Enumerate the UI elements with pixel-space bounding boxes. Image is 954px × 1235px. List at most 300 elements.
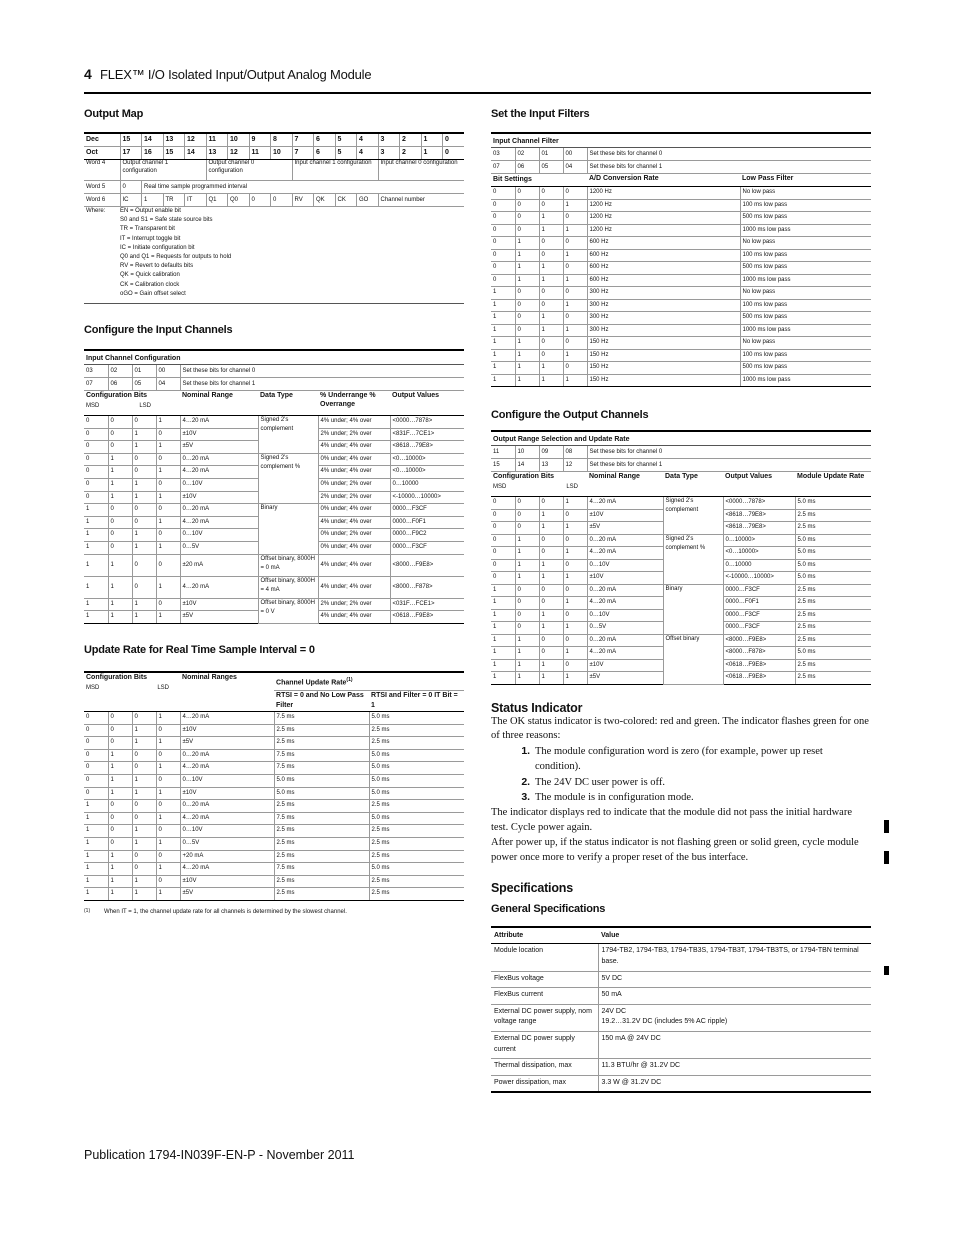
table-cell: 150 Hz xyxy=(587,349,740,362)
table-cell: 1 xyxy=(515,659,539,672)
table-cell: 0 xyxy=(539,237,563,250)
table-cell: 1 xyxy=(156,611,180,624)
bit-number: 02 xyxy=(515,148,539,161)
table-cell: 1 xyxy=(539,659,563,672)
table-cell: 5.0 ms xyxy=(795,547,871,560)
table-cell: 0 xyxy=(84,453,108,466)
table-cell: 1 xyxy=(491,362,515,375)
table-cell: 1 xyxy=(515,559,539,572)
table-cell: 0 xyxy=(563,312,587,325)
bit-number: 05 xyxy=(539,161,563,174)
bit-cell: 1 xyxy=(421,147,443,160)
bit-note: Set these bits for channel 0 xyxy=(587,446,871,459)
footnote-text: When IT = 1, the channel update rate for all channels is determined by the slowest channel. xyxy=(104,908,347,915)
table-cell: 0 xyxy=(132,516,156,529)
table-cell: 1 xyxy=(132,888,156,901)
table-cell: 2.5 ms xyxy=(274,825,369,838)
table-cell: +20 mA xyxy=(180,850,274,863)
table-cell: 5.0 ms xyxy=(369,775,464,788)
table-cell: <0000…7878> xyxy=(390,416,464,429)
table-cell: 0 xyxy=(132,712,156,725)
data-type-cell: Offset binary, 8000H = 0 mA xyxy=(258,554,318,576)
table-cell: 1 xyxy=(563,547,587,560)
table-cell: 1 xyxy=(132,787,156,800)
table-cell: 0 xyxy=(515,224,539,237)
table-cell: 0 xyxy=(108,800,132,813)
table-cell: 1 xyxy=(539,609,563,622)
table-cell: 1200 Hz xyxy=(587,212,740,225)
footnote-ref: (1) xyxy=(346,676,353,683)
table-cell: 1 xyxy=(491,324,515,337)
table-cell: 0 xyxy=(491,559,515,572)
output-map-dec-row xyxy=(84,133,464,147)
table-cell: 5.0 ms xyxy=(795,534,871,547)
table-cell: 1 xyxy=(539,212,563,225)
table-cell: 600 Hz xyxy=(587,274,740,287)
change-bar xyxy=(884,820,889,833)
table-cell: 2.5 ms xyxy=(795,597,871,610)
table-cell: No low pass xyxy=(740,337,871,350)
col-header: Output Values xyxy=(390,391,464,416)
bit-cell: 13 xyxy=(163,133,185,147)
table-row xyxy=(491,262,871,275)
table-cell: 1 xyxy=(108,762,132,775)
table-cell: 4% under; 4% over xyxy=(318,611,390,624)
bit-cell: 12 xyxy=(185,133,207,147)
bit-cell: 7 xyxy=(292,147,314,160)
bit-note: Set these bits for channel 0 xyxy=(180,365,464,378)
table-cell: 1 xyxy=(108,453,132,466)
data-type-cell: Offset binary xyxy=(663,634,723,684)
table-cell: 5.0 ms xyxy=(795,572,871,585)
table-cell: 1 xyxy=(563,497,587,510)
table-cell: 1 xyxy=(156,491,180,504)
right-column xyxy=(491,108,871,1093)
change-bar xyxy=(884,851,889,864)
word4-cell: Output channel 1 configuration xyxy=(120,160,206,181)
table-cell: 1 xyxy=(84,504,108,517)
table-cell: 2.5 ms xyxy=(795,634,871,647)
update-rate-footnote xyxy=(84,907,464,921)
table-cell: ±10V xyxy=(180,598,258,611)
table-cell: 0 xyxy=(539,249,563,262)
table-cell: 0 xyxy=(108,529,132,542)
table-cell: 1 xyxy=(491,299,515,312)
bit-cell: 6 xyxy=(314,133,336,147)
table-cell: 0…20 mA xyxy=(180,453,258,466)
spec-value: 1794-TB2, 1794-TB3, 1794-TB3S, 1794-TB3T, 1794-TB3TS, or 1794-TBN terminal base. xyxy=(598,944,871,971)
table-cell: 0 xyxy=(539,497,563,510)
table-cell: 1 xyxy=(156,812,180,825)
table-cell: 1 xyxy=(108,466,132,479)
bit-number: 04 xyxy=(156,378,180,391)
table-cell: 600 Hz xyxy=(587,249,740,262)
data-type-cell: Offset binary, 8000H = 4 mA xyxy=(258,576,318,598)
table-cell: 1 xyxy=(108,478,132,491)
table-cell: 4…20 mA xyxy=(180,466,258,479)
table-cell: 0 xyxy=(539,584,563,597)
table-cell: 1 xyxy=(108,598,132,611)
table-cell: 1 xyxy=(539,224,563,237)
data-type-cell: Offset binary, 8000H = 0 V xyxy=(258,598,318,623)
table-cell: 5.0 ms xyxy=(795,497,871,510)
table-cell: ±5V xyxy=(180,737,274,750)
table-cell: 1 xyxy=(539,559,563,572)
page-number: 4 xyxy=(84,66,92,82)
status-reason-item: 1. The module configuration word is zero (for example, power up reset condition). xyxy=(533,744,871,775)
table-cell: 1 xyxy=(515,337,539,350)
output-map-oct-row xyxy=(84,147,464,160)
spec-attribute: Power dissipation, max xyxy=(491,1075,598,1092)
table-cell: 0 xyxy=(156,598,180,611)
output-map-where xyxy=(84,207,464,304)
table-cell: 300 Hz xyxy=(587,312,740,325)
msd-label: MSD xyxy=(493,484,507,490)
word6-cell: 0 xyxy=(249,194,271,207)
table-cell: 1 xyxy=(539,572,563,585)
bit-number: 05 xyxy=(132,378,156,391)
table-cell: 0 xyxy=(563,659,587,672)
table-row xyxy=(491,349,871,362)
table-cell: 1 xyxy=(84,576,108,598)
table-cell: 0 xyxy=(132,416,156,429)
table-cell: 1 xyxy=(539,509,563,522)
table-cell: 1 xyxy=(491,349,515,362)
table-cell: 1 xyxy=(132,491,156,504)
table-cell: 1 xyxy=(491,584,515,597)
table-cell: <0618…F9E8> xyxy=(723,672,795,685)
table-cell: 1 xyxy=(491,609,515,622)
where-list xyxy=(120,207,231,299)
data-type-cell: Binary xyxy=(258,504,318,554)
specifications-heading: Specifications xyxy=(491,881,573,896)
table-cell: 1 xyxy=(132,737,156,750)
table-cell: 0 xyxy=(84,428,108,441)
table-cell: <8000…F878> xyxy=(723,647,795,660)
bit-cell: 3 xyxy=(378,133,400,147)
table-cell: 0 xyxy=(491,224,515,237)
table-cell: 2.5 ms xyxy=(795,622,871,635)
table-cell: 0% under; 4% over xyxy=(318,541,390,554)
table-cell: 2.5 ms xyxy=(795,522,871,535)
table-cell: 1 xyxy=(156,863,180,876)
table-cell: 2.5 ms xyxy=(369,737,464,750)
table-cell: 0 xyxy=(539,349,563,362)
spec-attribute: Thermal dissipation, max xyxy=(491,1059,598,1076)
table-cell: 0 xyxy=(132,554,156,576)
table-cell: 7.5 ms xyxy=(274,863,369,876)
output-bits-row xyxy=(491,459,871,472)
table-cell: 4…20 mA xyxy=(180,863,274,876)
table-cell: 1 xyxy=(84,541,108,554)
table-cell: 1 xyxy=(563,299,587,312)
bit-cell: 17 xyxy=(120,147,142,160)
bit-number: 13 xyxy=(539,459,563,472)
table-cell: 1000 ms low pass xyxy=(740,274,871,287)
table-cell: 0 xyxy=(156,504,180,517)
table-cell: <8618…79E8> xyxy=(723,509,795,522)
table-cell: 0 xyxy=(108,516,132,529)
table-cell: 1 xyxy=(539,362,563,375)
table-cell: 1 xyxy=(515,362,539,375)
data-type-cell: Signed 2's complement % xyxy=(258,453,318,503)
table-cell: 1 xyxy=(84,863,108,876)
table-row xyxy=(84,812,464,825)
table-cell: 4…20 mA xyxy=(587,547,663,560)
table-cell: 1 xyxy=(563,224,587,237)
col-header-config-bits xyxy=(84,391,180,416)
where-item: EN = Output enable bit xyxy=(120,208,181,214)
bit-cell: 11 xyxy=(249,147,271,160)
table-cell: 5.0 ms xyxy=(369,787,464,800)
table-cell: 0 xyxy=(108,825,132,838)
table-cell: 600 Hz xyxy=(587,237,740,250)
table-cell: 1 xyxy=(515,374,539,387)
filter-bits-row xyxy=(491,148,871,161)
spec-attribute: Module location xyxy=(491,944,598,971)
spec-attribute: FlexBus voltage xyxy=(491,971,598,988)
table-cell: 1 xyxy=(132,541,156,554)
table-cell: 0…5V xyxy=(180,541,258,554)
table-cell: 1 xyxy=(84,516,108,529)
table-cell: 0 xyxy=(563,187,587,200)
left-column xyxy=(84,108,464,921)
table-cell: 2.5 ms xyxy=(274,800,369,813)
input-channel-config-table xyxy=(84,349,464,624)
table-cell: 0 xyxy=(563,584,587,597)
spec-value: 150 mA @ 24V DC xyxy=(598,1032,871,1059)
table-cell: 0…10000> xyxy=(723,534,795,547)
table-cell: 100 ms low pass xyxy=(740,249,871,262)
bit-number: 06 xyxy=(515,161,539,174)
table-cell: 1 xyxy=(515,572,539,585)
table-cell: 0 xyxy=(156,800,180,813)
table-cell: 5.0 ms xyxy=(369,749,464,762)
status-reason-item: 3. The module is in configuration mode. xyxy=(533,790,871,806)
table-cell: 1 xyxy=(132,611,156,624)
table-cell: 1200 Hz xyxy=(587,199,740,212)
table-cell: 4…20 mA xyxy=(587,597,663,610)
table-cell: 1 xyxy=(84,837,108,850)
table-row xyxy=(84,837,464,850)
table-cell: 2.5 ms xyxy=(369,837,464,850)
word6-cell: IC xyxy=(120,194,142,207)
bit-cell: 10 xyxy=(228,133,250,147)
where-item: S0 and S1 = Safe state source bits xyxy=(120,217,213,224)
table-cell: 1 xyxy=(156,762,180,775)
table-row xyxy=(84,453,464,466)
status-reason-item: 2. The 24V DC user power is off. xyxy=(533,775,871,791)
update-rate-header-row xyxy=(84,672,464,691)
table-cell: 4…20 mA xyxy=(587,497,663,510)
table-cell: 1 xyxy=(563,349,587,362)
table-cell: 0 xyxy=(515,187,539,200)
table-cell: 1 xyxy=(108,749,132,762)
output-map-table xyxy=(84,132,464,207)
table-cell: 1 xyxy=(132,875,156,888)
table-cell: 1000 ms low pass xyxy=(740,374,871,387)
publication-footer: Publication 1794-IN039F-EN-P - November 2011 xyxy=(84,1148,355,1162)
table-row xyxy=(84,825,464,838)
data-type-cell: Binary xyxy=(663,584,723,634)
table-row xyxy=(491,287,871,300)
word6-cell: QK xyxy=(314,194,336,207)
output-map-word6-row xyxy=(84,194,464,207)
table-cell: 1 xyxy=(515,274,539,287)
col-header: Output Values xyxy=(723,472,795,497)
output-map-word5-row xyxy=(84,181,464,194)
table-cell: 5.0 ms xyxy=(274,775,369,788)
table-cell: 0 xyxy=(84,491,108,504)
table-cell: 0 xyxy=(132,812,156,825)
table-cell: 2% under; 2% over xyxy=(318,428,390,441)
where-item: IC = Initiate configuration bit xyxy=(120,244,195,251)
bit-cell: 12 xyxy=(228,147,250,160)
table-row xyxy=(84,554,464,576)
table-cell: 0 xyxy=(491,509,515,522)
table-cell: 1 xyxy=(132,529,156,542)
table-cell: 1 xyxy=(156,737,180,750)
table-cell: 0 xyxy=(539,187,563,200)
table-cell: ±5V xyxy=(587,672,663,685)
spec-attribute: External DC power supply, nom voltage range xyxy=(491,1004,598,1031)
table-row xyxy=(84,787,464,800)
word6-cell: RV xyxy=(292,194,314,207)
where-item: RV = Revert to defaults bits xyxy=(120,263,194,270)
col-header-attribute: Attribute xyxy=(491,927,598,944)
table-cell: 1 xyxy=(515,647,539,660)
col-header: Data Type xyxy=(258,391,318,416)
table-cell: ±5V xyxy=(587,522,663,535)
table-cell: 5.0 ms xyxy=(274,787,369,800)
table-cell: 1 xyxy=(156,466,180,479)
col-header-value: Value xyxy=(598,927,871,944)
table-cell: 1 xyxy=(491,622,515,635)
table-cell: 0 xyxy=(156,775,180,788)
table-cell: 1 xyxy=(156,541,180,554)
table-cell: 0 xyxy=(539,534,563,547)
table-cell: 0 xyxy=(132,850,156,863)
table-cell: <8618…79E8> xyxy=(723,522,795,535)
col-header: Module Update Rate xyxy=(795,472,871,497)
msd-label: MSD xyxy=(86,403,100,409)
table-cell: 0 xyxy=(108,428,132,441)
table-cell: 1 xyxy=(108,491,132,504)
table-cell: 0 xyxy=(108,504,132,517)
bit-number: 03 xyxy=(491,148,515,161)
table-cell: 500 ms low pass xyxy=(740,362,871,375)
table-row xyxy=(491,249,871,262)
where-label: Where: xyxy=(86,208,106,214)
table-cell: 1 xyxy=(515,534,539,547)
table-row xyxy=(491,634,871,647)
table-cell: 4% under; 4% over xyxy=(318,516,390,529)
table-cell: 1 xyxy=(84,554,108,576)
table-cell: 0 xyxy=(563,534,587,547)
bit-cell: 2 xyxy=(400,147,422,160)
table-cell: 0 xyxy=(515,609,539,622)
bit-number: 15 xyxy=(491,459,515,472)
bit-number: 08 xyxy=(563,446,587,459)
table-cell: 1 xyxy=(132,837,156,850)
filter-header-row xyxy=(491,174,871,187)
table-row xyxy=(491,199,871,212)
table-cell: 2.5 ms xyxy=(274,850,369,863)
spec-row xyxy=(491,1059,871,1076)
table-cell: 1 xyxy=(132,825,156,838)
lsd-label: LSD xyxy=(139,403,152,409)
table-cell: 5.0 ms xyxy=(369,863,464,876)
table-row xyxy=(84,576,464,598)
table-cell: 0…10V xyxy=(587,609,663,622)
spec-row xyxy=(491,1032,871,1059)
table-row xyxy=(84,737,464,750)
update-rate-table xyxy=(84,671,464,901)
bit-cell: 5 xyxy=(335,147,357,160)
output-header-row xyxy=(491,472,871,497)
table-cell: 1 xyxy=(132,724,156,737)
table-cell: 1 xyxy=(563,647,587,660)
lsd-label: LSD xyxy=(566,484,579,490)
table-cell: 0 xyxy=(491,497,515,510)
table-cell: 0 xyxy=(132,749,156,762)
table-cell: 1 xyxy=(539,312,563,325)
table-cell: ±10V xyxy=(180,491,258,504)
data-type-cell: Signed 2's complement % xyxy=(663,534,723,584)
word6-cell: Q1 xyxy=(206,194,228,207)
bit-cell: 16 xyxy=(142,147,164,160)
bit-number: 12 xyxy=(563,459,587,472)
table-cell: 4% under; 4% over xyxy=(318,576,390,598)
output-range-table xyxy=(491,430,871,685)
spec-row xyxy=(491,988,871,1005)
col-header-bit-settings: Bit Settings xyxy=(491,174,587,187)
table-cell: 1 xyxy=(132,441,156,454)
output-caption-row xyxy=(491,431,871,446)
table-cell: 1 xyxy=(156,416,180,429)
table-row xyxy=(491,312,871,325)
table-cell: 2.5 ms xyxy=(795,584,871,597)
table-cell: <0…10000> xyxy=(390,453,464,466)
table-cell: 0000…F0F1 xyxy=(723,597,795,610)
table-cell: ±10V xyxy=(587,659,663,672)
table-cell: 1 xyxy=(108,888,132,901)
word6-cell: Q0 xyxy=(228,194,250,207)
bit-number: 02 xyxy=(108,365,132,378)
table-cell: 1 xyxy=(84,611,108,624)
spec-value: 3.3 W @ 31.2V DC xyxy=(598,1075,871,1092)
table-cell: ±10V xyxy=(587,572,663,585)
table-cell: 1 xyxy=(108,611,132,624)
bit-cell: 4 xyxy=(357,147,379,160)
bit-number: 07 xyxy=(491,161,515,174)
table-cell: 1 xyxy=(539,324,563,337)
table-cell: 4…20 mA xyxy=(180,762,274,775)
table-cell: 1000 ms low pass xyxy=(740,224,871,237)
table-cell: 1 xyxy=(563,597,587,610)
table-cell: 300 Hz xyxy=(587,324,740,337)
table-cell: 0 xyxy=(539,647,563,660)
table-cell: No low pass xyxy=(740,287,871,300)
col-header-channel-update xyxy=(274,672,464,691)
bit-cell: 15 xyxy=(163,147,185,160)
table-cell: 2.5 ms xyxy=(274,875,369,888)
table-cell: 1 xyxy=(491,659,515,672)
msd-label: MSD xyxy=(86,684,100,691)
table-cell: 1 xyxy=(84,800,108,813)
table-cell: 7.5 ms xyxy=(274,762,369,775)
status-p3: After power up, if the status indicator is not flashing green or solid green, cycle module power once more to verify a proper reset of the bus interface. xyxy=(491,836,859,863)
